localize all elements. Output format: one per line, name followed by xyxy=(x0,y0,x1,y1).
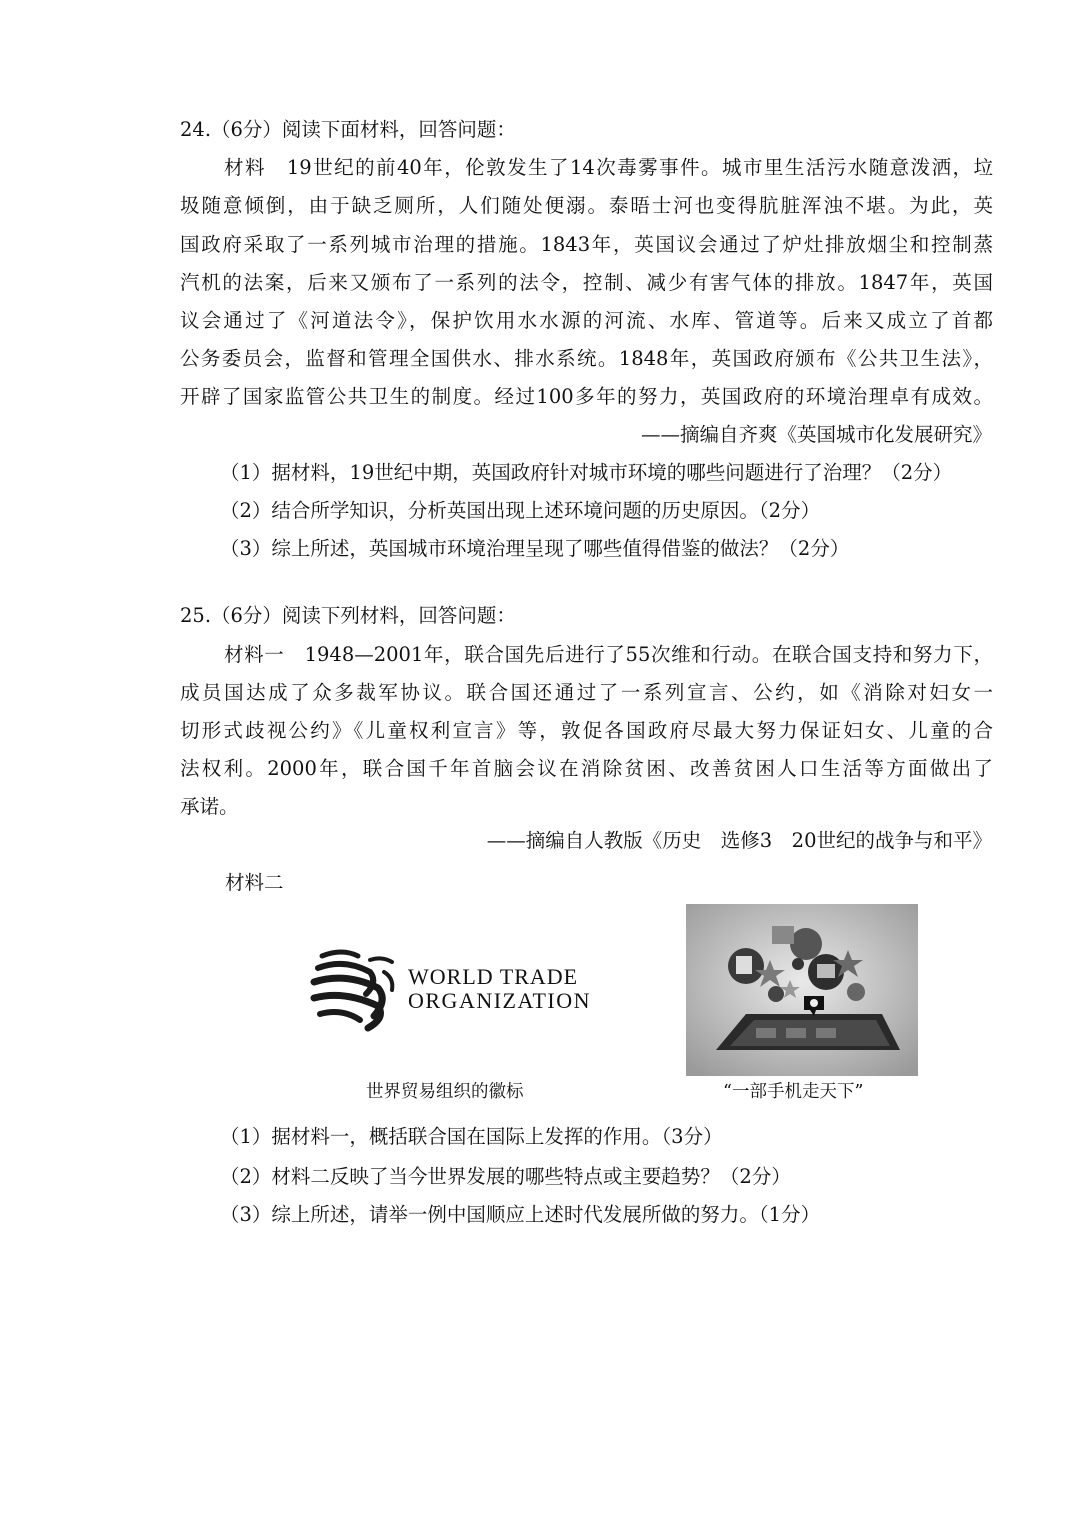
q24-material-line: 议会通过了《河道法令》，保护饮用水水源的河流、水库、管道等。后来又成立了首都 xyxy=(180,309,993,332)
q25-material2-label: 材料二 xyxy=(225,871,284,894)
q24-material-line: 开辟了国家监管公共卫生的制度。经过100多年的努力，英国政府的环境治理卓有成效。 xyxy=(180,385,993,408)
q24-question-3: （3）综上所述，英国城市环境治理呈现了哪些值得借鉴的做法？（2分） xyxy=(220,537,850,560)
q25-material1-line: 成员国达成了众多裁军协议。联合国还通过了一系列宣言、公约，如《消除对妇女一 xyxy=(180,681,993,704)
q24-material-line: 国政府采取了一系列城市治理的措施。1843年，英国议会通过了炉灶排放烟尘和控制蒸 xyxy=(180,233,993,256)
q25-header: 25.（6分）阅读下列材料，回答问题： xyxy=(180,604,516,627)
wto-name-line-1: WORLD TRADE xyxy=(408,964,579,989)
q25-question-2: （2）材料二反映了当今世界发展的哪些特点或主要趋势？（2分） xyxy=(220,1165,791,1188)
q25-source: ——摘编自人教版《历史 选修3 20世纪的战争与和平》 xyxy=(486,829,992,852)
q24-material-line: 汽机的法案，后来又颁布了一系列的法令，控制、减少有害气体的排放。1847年，英国 xyxy=(180,271,993,294)
wto-swirl-icon xyxy=(308,942,408,1038)
q25-material1-line: 切形式歧视公约》《儿童权利宣言》等，敦促各国政府尽最大努力保证妇女、儿童的合 xyxy=(180,719,993,742)
q24-question-1: （1）据材料，19世纪中期，英国政府针对城市环境的哪些问题进行了治理？（2分） xyxy=(220,461,953,484)
q25-material1-line: 材料一 1948—2001年，联合国先后进行了55次维和行动。在联合国支持和努力下， xyxy=(224,643,993,666)
q24-material-line: 公务委员会，监督和管理全国供水、排水系统。1848年，英国政府颁布《公共卫生法》， xyxy=(180,347,993,370)
q25-question-3: （3）综上所述，请举一例中国顺应上述时代发展所做的努力。（1分） xyxy=(220,1203,821,1226)
q24-material-line: 圾随意倾倒，由于缺乏厕所，人们随处便溺。泰晤士河也变得肮脏浑浊不堪。为此，英 xyxy=(180,194,993,217)
wto-logo xyxy=(308,942,598,1038)
q24-question-2: （2）结合所学知识，分析英国出现上述环境问题的历史原因。（2分） xyxy=(220,499,821,522)
q25-material1-line: 承诺。 xyxy=(180,795,239,818)
wto-name-line-2: ORGANIZATION xyxy=(408,988,591,1013)
q25-material1-line: 法权利。2000年，联合国千年首脑会议在消除贫困、改善贫困人口生活等方面做出了 xyxy=(180,757,993,780)
q24-header: 24.（6分）阅读下面材料，回答问题： xyxy=(180,118,516,141)
q24-material-line: 材料 19世纪的前40年，伦敦发生了14次毒雾事件。城市里生活污水随意泼洒，垃 xyxy=(224,156,993,179)
caption-wto: 世界贸易组织的徽标 xyxy=(366,1082,524,1102)
q24-source: ——摘编自齐爽《英国城市化发展研究》 xyxy=(640,423,992,446)
caption-phone: “一部手机走天下” xyxy=(723,1082,864,1102)
phone-world-image xyxy=(686,904,918,1076)
q25-question-1: （1）据材料一，概括联合国在国际上发挥的作用。（3分） xyxy=(220,1125,723,1148)
